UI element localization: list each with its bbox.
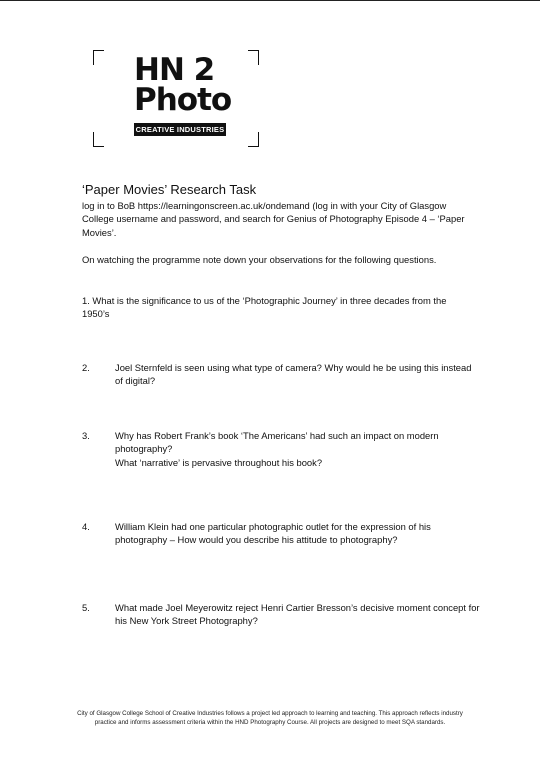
question-1: 1. What is the significance to us of the ‘Photographic Journey’ in three decades from the 1950’s [82, 295, 447, 320]
logo-corner-top-left [93, 50, 104, 65]
question-number: 4. [82, 521, 90, 532]
footer-note: City of Glasgow College School of Creative Industries follows a project led approach to learning and teaching. This approach reflects industry practice and informs assessment criteria within the HND Photography Course. All projects are designed to meet SQA standards. [77, 710, 463, 726]
question-number: 5. [82, 602, 90, 613]
question-text-followup: What ‘narrative’ is pervasive throughout his book? [115, 456, 323, 468]
question-text-block [115, 429, 480, 469]
question-number: 3. [82, 430, 90, 441]
hn2-photo-logo [93, 50, 259, 147]
logo-badge: CREATIVE INDUSTRIES [135, 125, 225, 134]
logo-corner-bottom-left [93, 132, 104, 147]
question-text: William Klein had one particular photographic outlet for the expression of his photography – How would you describe his attitude to photography? [115, 521, 431, 546]
question-text: What made Joel Meyerowitz reject Henri Cartier Bresson’s decisive moment concept for his New York Street Photography? [115, 602, 480, 627]
page-title: ‘Paper Movies’ Research Task [82, 182, 257, 197]
logo-corner-top-right [248, 50, 259, 65]
logo-line-1: HN 2 [134, 52, 215, 88]
question-text: Why has Robert Frank’s book ‘The Americans’ had such an impact on modern photography? [115, 430, 439, 455]
question-text: Joel Sternfeld is seen using what type of camera? Why would he be using this instead of digital? [115, 362, 472, 387]
top-rule [0, 0, 540, 1]
instructions-paragraph: On watching the programme note down your observations for the following questions. [82, 254, 437, 265]
logo-line-2: Photo [134, 82, 232, 118]
logo-corner-bottom-right [248, 132, 259, 147]
question-number: 2. [82, 362, 90, 373]
intro-paragraph: log in to BoB https://learningonscreen.ac.uk/ondemand (log in with your City of Glasgow College username and password, and search for Genius of Photography Episode 4 – ‘Paper Movies’. [82, 200, 465, 238]
